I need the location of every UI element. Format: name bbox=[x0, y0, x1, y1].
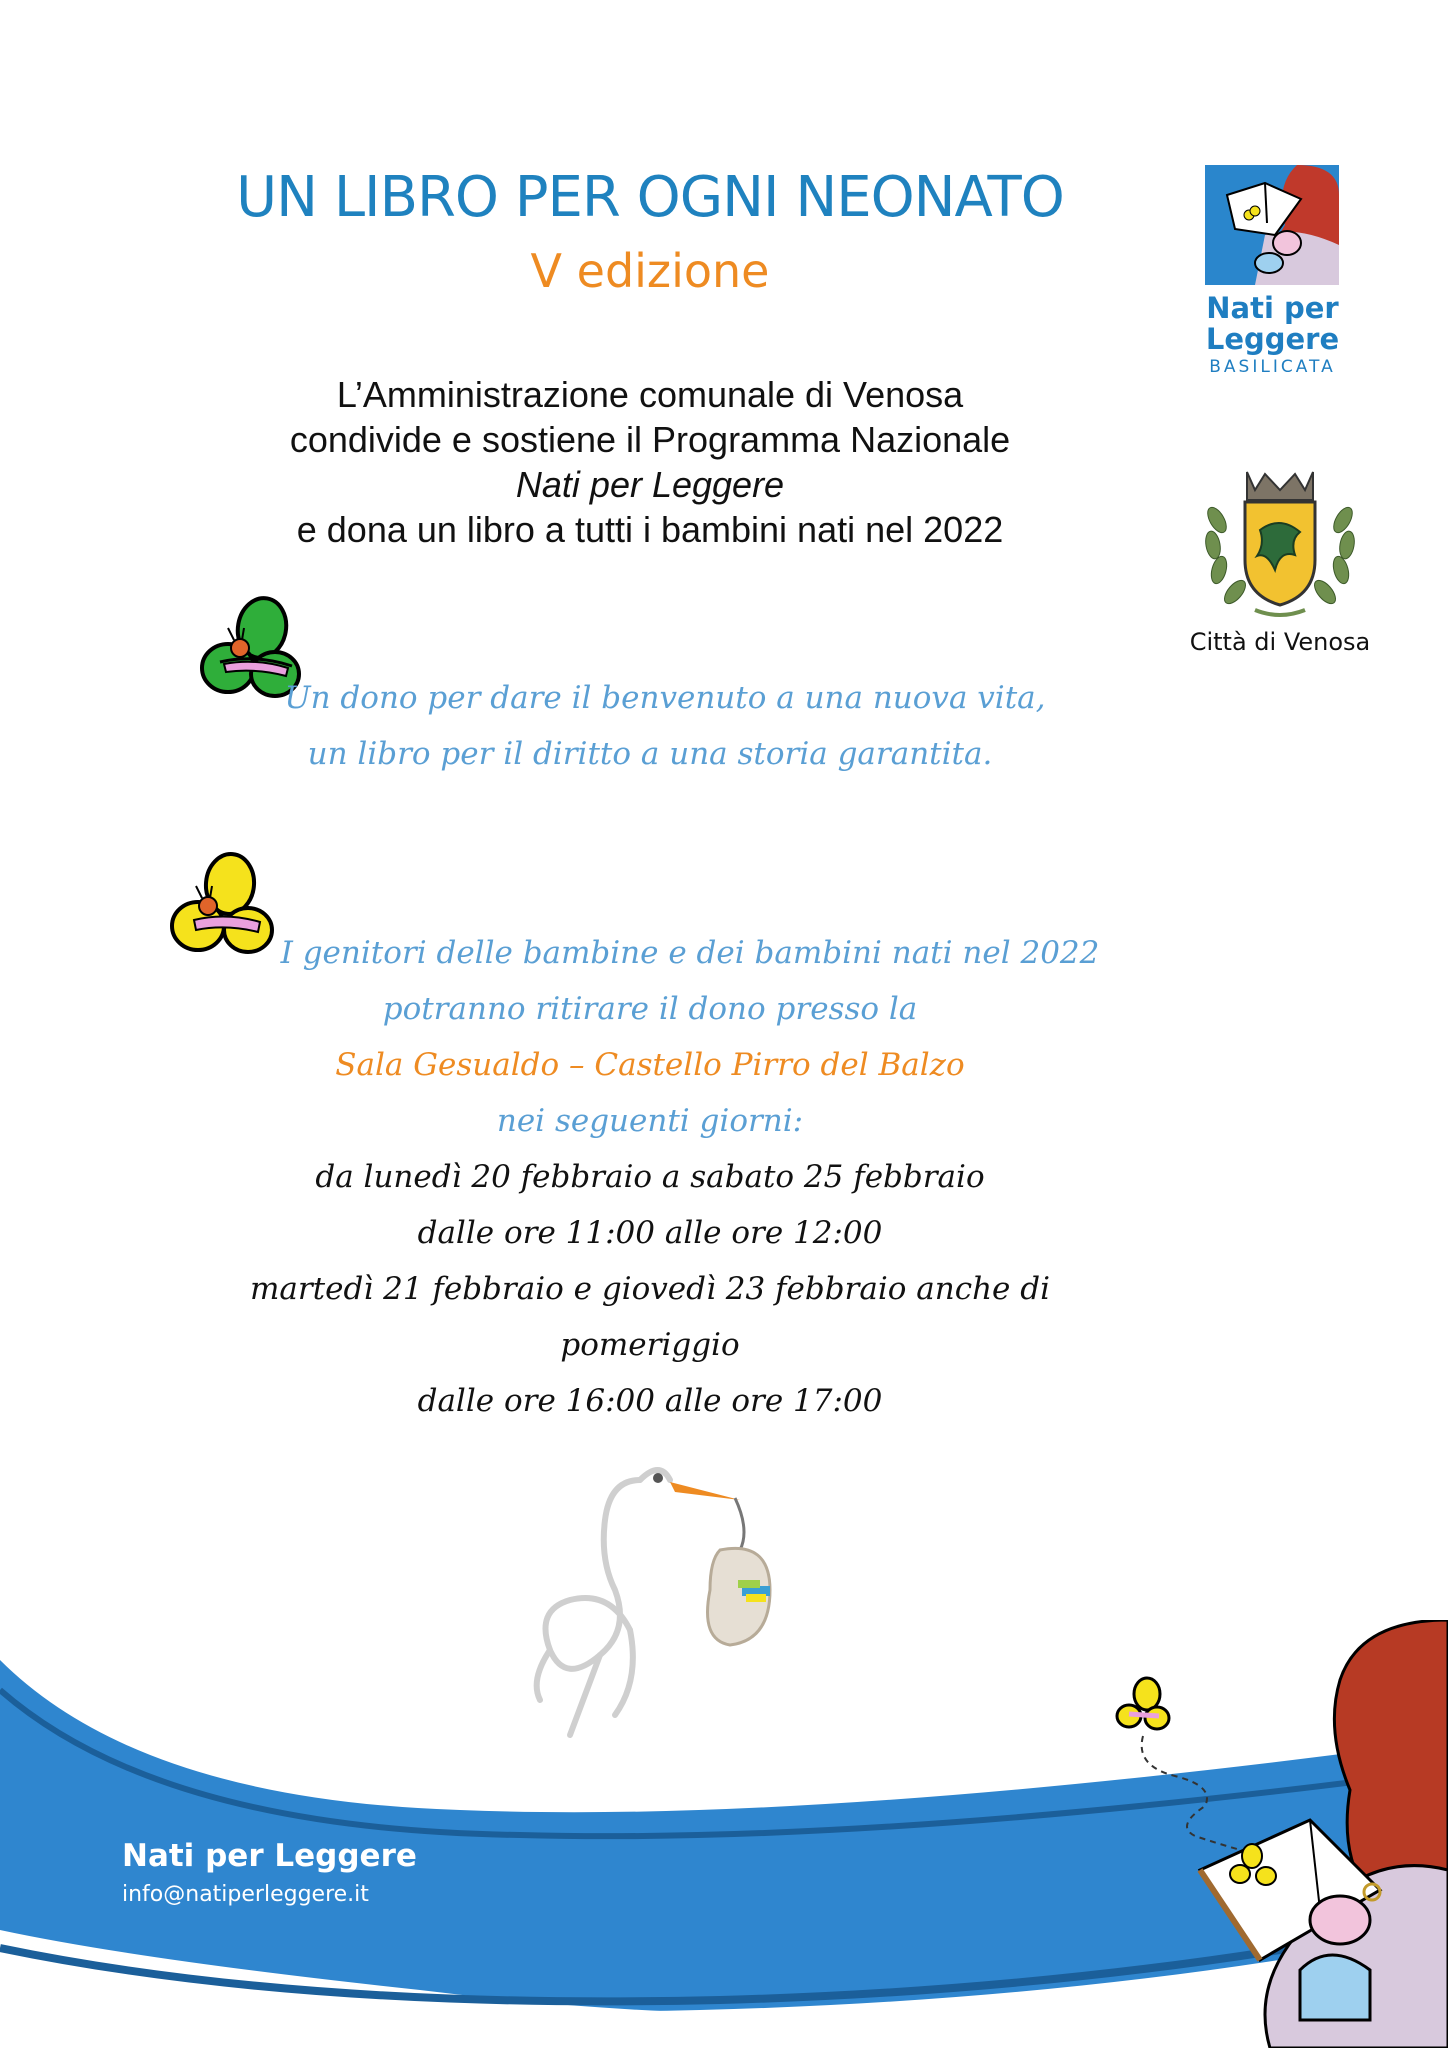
intro-line: condivide e sostiene il Programma Nazionale bbox=[289, 419, 1011, 460]
schedule-line: martedì 21 febbraio e giovedì 23 febbraio anche di bbox=[249, 1271, 1051, 1307]
gift-message bbox=[180, 670, 1120, 782]
reading-child-logo-icon bbox=[1205, 165, 1339, 285]
npl-logo-line: Nati per bbox=[1206, 291, 1339, 325]
pickup-info bbox=[180, 925, 1120, 1429]
npl-logo-line: Leggere bbox=[1205, 322, 1340, 356]
schedule-line: da lunedì 20 febbraio a sabato 25 febbraio bbox=[315, 1159, 985, 1195]
pickup-location: Sala Gesualdo – Castello Pirro del Balzo bbox=[335, 1047, 965, 1083]
edition-subtitle: V edizione bbox=[530, 244, 770, 298]
gift-line: Un dono per dare il benvenuto a una nuova vita, bbox=[284, 680, 1046, 716]
pickup-line: nei seguenti giorni: bbox=[496, 1103, 804, 1139]
npl-logo-name bbox=[1205, 293, 1340, 355]
schedule-line: dalle ore 11:00 alle ore 12:00 bbox=[417, 1215, 883, 1251]
venosa-crest-icon bbox=[1195, 460, 1365, 625]
intro-line: e dona un libro a tutti i bambini nati nel 2022 bbox=[296, 509, 1004, 550]
program-name: Nati per Leggere bbox=[515, 464, 785, 505]
nati-per-leggere-logo bbox=[1205, 165, 1340, 377]
page-title: UN LIBRO PER OGNI NEONATO bbox=[236, 165, 1064, 230]
gift-line: un libro per il diritto a una storia garantita. bbox=[307, 736, 993, 772]
intro-line: L’Amministrazione comunale di Venosa bbox=[336, 374, 964, 415]
pickup-line: potranno ritirare il dono presso la bbox=[382, 991, 918, 1027]
npl-logo-region: BASILICATA bbox=[1209, 357, 1336, 377]
pickup-line: I genitori delle bambine e dei bambini nati nel 2022 bbox=[280, 935, 1100, 971]
reading-woman-icon bbox=[1190, 1620, 1448, 2048]
footer-brand: Nati per Leggere bbox=[122, 1838, 417, 1874]
crest-caption: Città di Venosa bbox=[1189, 628, 1371, 656]
schedule-line: dalle ore 16:00 alle ore 17:00 bbox=[417, 1383, 883, 1419]
footer-email[interactable]: info@natiperleggere.it bbox=[122, 1882, 369, 1907]
intro-paragraph bbox=[180, 372, 1120, 552]
schedule-line: pomeriggio bbox=[560, 1327, 740, 1363]
